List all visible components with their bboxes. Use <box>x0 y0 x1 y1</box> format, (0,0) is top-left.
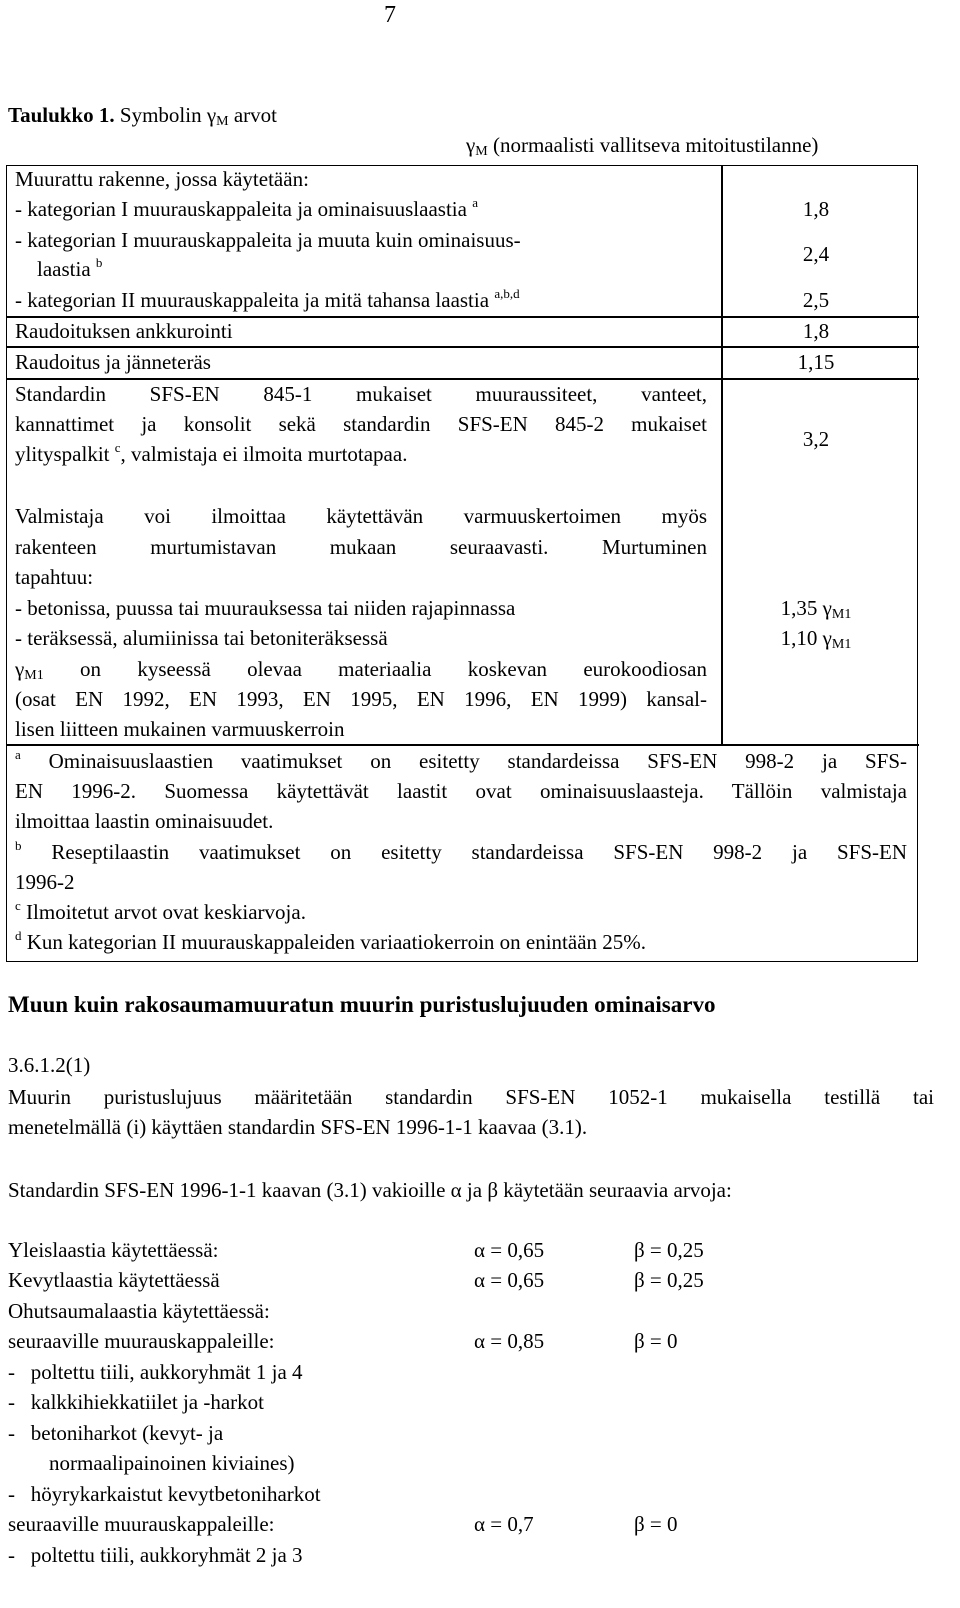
values-row-beta: β = 0,25 <box>634 1238 704 1262</box>
row-muurattu: Muurattu rakenne, jossa käytetään: <box>15 167 309 191</box>
list-item <box>8 1387 264 1417</box>
caption-text-suffix: arvot <box>228 103 277 127</box>
dash: - <box>8 1543 31 1567</box>
dash: - <box>8 1360 31 1384</box>
values-row-alpha: α = 0,65 <box>474 1238 545 1262</box>
paragraph-2: Standardin SFS-EN 1996-1-1 kaavan (3.1) vakioille α ja β käytetään seuraavia arvoja: <box>8 1178 732 1202</box>
fn-c-text: Ilmoitetut arvot ovat keskiarvoja. <box>20 900 306 924</box>
section-number: 3.6.1.2(1) <box>8 1053 91 1077</box>
values-row-label: Ohutsaumalaastia käytettäessä: <box>8 1299 270 1323</box>
paragraph-1-line-1: Muurin puristuslujuus määritetään standardin SFS-EN 1052-1 mukaisella testillä tai <box>8 1085 934 1109</box>
gamma-line-1-sub: M1 <box>24 668 44 683</box>
values-row-label: seuraaville muurauskappaleille: <box>8 1329 275 1353</box>
fn-c-sup: c <box>15 898 21 913</box>
section-heading: Muun kuin rakosaumamuuratun muurin puristuslujuuden ominaisarvo <box>8 992 716 1017</box>
values-row-beta: β = 0,25 <box>634 1268 704 1292</box>
kat1-sup: a <box>472 195 478 210</box>
row-kategoria-2 <box>15 285 520 315</box>
fn-a-text: Ominaisuuslaastien vaatimukset on esitetty standardeissa SFS-EN 998-2 ja SFS- <box>20 749 907 773</box>
valm-b2-sub: M1 <box>831 637 852 652</box>
values-row-label: seuraaville muurauskappaleille: <box>8 1512 275 1536</box>
fn-b-text: Reseptilaastin vaatimukset on esitetty standardeissa SFS-EN 998-2 ja SFS-EN <box>21 840 907 864</box>
list-item <box>8 1540 303 1570</box>
valm-b1-sub: M1 <box>831 607 852 622</box>
std-value: 3,2 <box>802 427 830 451</box>
list-item-text: betoniharkot (kevyt- ja <box>30 1421 224 1445</box>
header-sub: M <box>475 144 488 159</box>
fn-a-sup: a <box>15 747 21 762</box>
kat3-sup: a,b,d <box>494 286 520 301</box>
std-line-1: Standardin SFS-EN 845-1 mukaiset muuraussiteet, vanteet, <box>15 382 707 406</box>
values-row-beta: β = 0 <box>634 1329 678 1353</box>
list-item-continued: normaalipainoinen kiviaines) <box>49 1451 295 1475</box>
valm-line-2: rakenteen murtumistavan mukaan seuraavasti. Murtuminen <box>15 535 707 559</box>
dash: - <box>8 1482 31 1506</box>
list-item-text: poltettu tiili, aukkoryhmät 2 ja 3 <box>30 1543 303 1567</box>
header-text: (normaalisti vallitseva mitoitustilanne) <box>487 133 819 157</box>
valm-bullet-1: - betonissa, puussa tai muurauksessa tai niiden rajapinnassa <box>15 596 516 620</box>
ankkurointi-value: 1,8 <box>802 319 830 343</box>
list-item <box>8 1357 303 1387</box>
footnote-b-line-1 <box>15 837 907 867</box>
page-number: 7 <box>384 2 396 28</box>
footnote-d <box>15 927 646 957</box>
table-caption <box>8 100 277 130</box>
list-item-text: höyrykarkaistut kevytbetoniharkot <box>30 1482 321 1506</box>
values-row-alpha: α = 0,85 <box>474 1329 545 1353</box>
values-row-alpha: α = 0,65 <box>474 1268 545 1292</box>
valm-line-1: Valmistaja voi ilmoittaa käytettävän varmuuskertoimen myös <box>15 504 707 528</box>
values-row-alpha: α = 0,7 <box>474 1512 534 1536</box>
fn-d-sup: d <box>15 928 22 943</box>
row-kategoria-1 <box>15 194 478 224</box>
kat3-value: 2,5 <box>802 288 830 312</box>
header-gamma: γ <box>466 133 476 157</box>
footnote-c <box>15 897 306 927</box>
gamma-m-table <box>6 165 918 962</box>
footnote-a-line-1 <box>15 746 907 776</box>
list-item <box>8 1418 223 1448</box>
std-line-3 <box>15 439 407 469</box>
dash: - <box>8 1421 31 1445</box>
valm-bullet-2: - teräksessä, alumiinissa tai betoniteräksessä <box>15 626 388 650</box>
kat2-text: laastia <box>37 257 91 281</box>
raudoitus-value: 1,15 <box>797 350 835 374</box>
values-row-beta: β = 0 <box>634 1512 678 1536</box>
list-item-text: kalkkihiekkatiilet ja -harkot <box>30 1390 265 1414</box>
valm-bullet-1-value <box>721 593 911 623</box>
valm-line-3: tapahtuu: <box>15 565 94 589</box>
values-row-label: Yleislaastia käytettäessä: <box>8 1238 219 1262</box>
caption-text-sub: M <box>216 114 229 129</box>
gamma-line-2: (osat EN 1992, EN 1993, EN 1995, EN 1996, EN 1999) kansal- <box>15 687 707 711</box>
row-raudoitus: Raudoitus ja jänneteräs <box>15 350 211 374</box>
fn-d-text: Kun kategorian II muurauskappaleiden variaatiokerroin on enintään 25%. <box>21 930 647 954</box>
valm-b1-val: 1,35 γ <box>780 596 832 620</box>
std-line-3-pre: ylityspalkit <box>15 442 110 466</box>
row-ankkurointi: Raudoituksen ankkurointi <box>15 319 233 343</box>
std-line-3-post: , valmistaja ei ilmoita murtotapaa. <box>120 442 408 466</box>
gamma-line-1-pre: γ <box>15 657 25 681</box>
footnote-b-line-2: 1996-2 <box>15 870 75 894</box>
std-line-2: kannattimet ja konsolit sekä standardin SFS-EN 845-2 mukaiset <box>15 412 707 436</box>
caption-label: Taulukko 1. <box>8 103 115 127</box>
kat3-text: - kategorian II muurauskappaleita ja mitä tahansa laastia <box>15 288 490 312</box>
kat1-text: - kategorian I muurauskappaleita ja ominaisuuslaastia <box>15 197 467 221</box>
list-item <box>8 1479 321 1509</box>
row-kategoria-1b-line2 <box>37 254 102 284</box>
valm-b2-val: 1,10 γ <box>780 626 832 650</box>
footnote-a-line-3: ilmoittaa laastin ominaisuudet. <box>15 809 274 833</box>
fn-b-sup: b <box>15 838 22 853</box>
table-header <box>466 130 818 160</box>
paragraph-1-line-2: menetelmällä (i) käyttäen standardin SFS-EN 1996-1-1 kaavaa (3.1). <box>8 1115 588 1139</box>
row-kategoria-1b-line1: - kategorian I muurauskappaleita ja muuta kuin ominaisuus- <box>15 228 521 252</box>
caption-text-prefix: Symbolin γ <box>119 103 217 127</box>
list-item-text: poltettu tiili, aukkoryhmät 1 ja 4 <box>30 1360 303 1384</box>
valm-bullet-2-value <box>721 623 911 653</box>
values-row-label: Kevytlaastia käytettäessä <box>8 1268 220 1292</box>
gamma-line-3: lisen liitteen mukainen varmuuskerroin <box>15 717 345 741</box>
dash: - <box>8 1390 31 1414</box>
gamma-line-1-post: on kyseessä olevaa materiaalia koskevan eurokoodiosan <box>43 657 707 681</box>
kat1-value: 1,8 <box>802 197 830 221</box>
footnote-a-line-2: EN 1996-2. Suomessa käytettävät laastit ovat ominaisuuslaasteja. Tällöin valmistaja <box>15 779 907 803</box>
gamma-line-1 <box>15 654 707 684</box>
kat2-value: 2,4 <box>802 242 830 266</box>
kat2-sup: b <box>95 255 103 270</box>
std-line-3-sup: c <box>114 440 121 455</box>
